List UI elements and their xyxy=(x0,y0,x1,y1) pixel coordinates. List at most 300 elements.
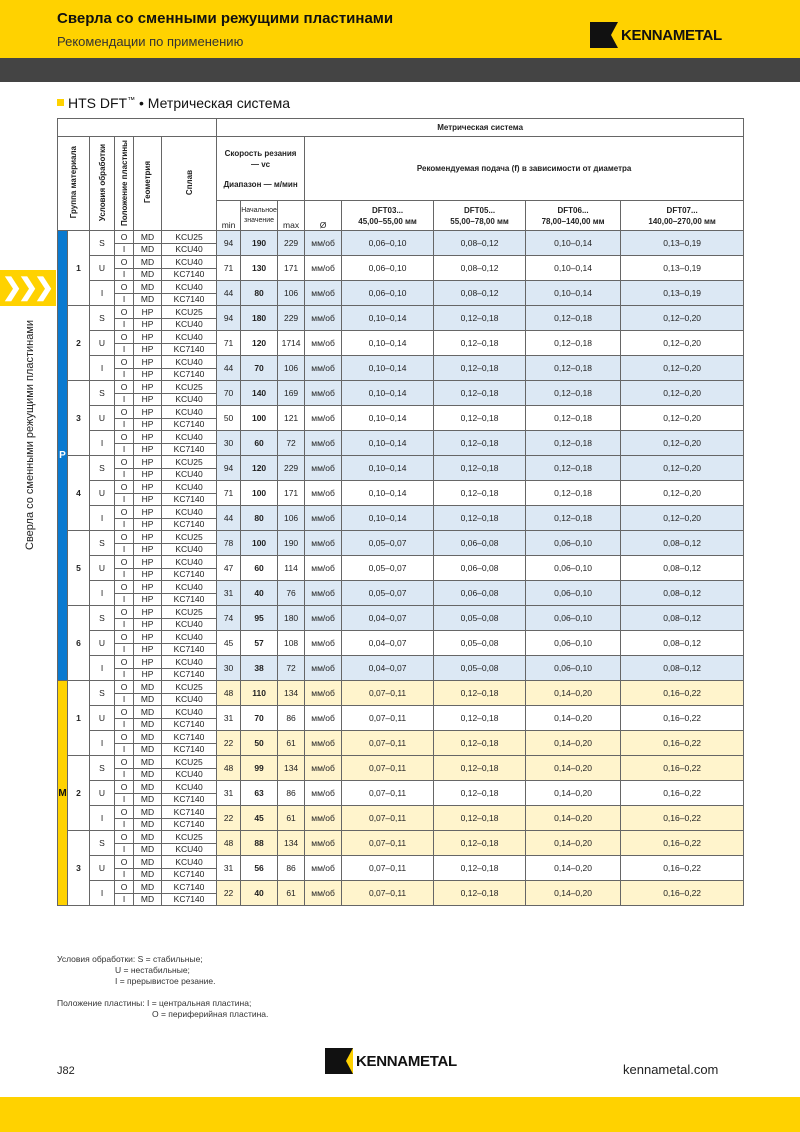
grade-cell: KC7140 xyxy=(162,593,217,606)
note-position-o: O = периферийная пластина. xyxy=(152,1009,269,1019)
grade-cell: KCU25 xyxy=(162,756,217,769)
table-row xyxy=(58,806,744,819)
table-row xyxy=(58,431,744,444)
position-cell: O xyxy=(115,556,134,569)
unit-cell: мм/об xyxy=(305,231,342,256)
note-position-i: Положение пластины: I = центральная пластина; xyxy=(57,998,252,1008)
table-row xyxy=(58,481,744,494)
position-cell: I xyxy=(115,393,134,406)
position-cell: O xyxy=(115,656,134,669)
dft07-header: DFT07... 140,00–270,00 мм xyxy=(621,201,744,231)
geometry-cell: HP xyxy=(134,543,162,556)
feed-cell: 0,14–0,20 xyxy=(526,856,621,881)
position-cell: O xyxy=(115,456,134,469)
condition-cell: S xyxy=(90,831,115,856)
grade-cell: KCU40 xyxy=(162,656,217,669)
feed-cell: 0,10–0,14 xyxy=(342,381,434,406)
footer-logo-text: KENNAMETAL xyxy=(356,1052,457,1070)
geometry-cell: HP xyxy=(134,618,162,631)
feed-cell: 0,12–0,18 xyxy=(434,406,526,431)
geometry-cell: MD xyxy=(134,881,162,894)
geometry-cell: MD xyxy=(134,243,162,256)
feed-cell: 0,07–0,11 xyxy=(342,781,434,806)
position-cell: O xyxy=(115,881,134,894)
table-row xyxy=(58,731,744,744)
condition-cell: U xyxy=(90,331,115,356)
position-cell: I xyxy=(115,443,134,456)
feed-cell: 0,06–0,08 xyxy=(434,556,526,581)
page-number: J82 xyxy=(57,1065,75,1077)
geometry-cell: MD xyxy=(134,256,162,269)
table-row xyxy=(58,331,744,344)
note-conditions-i: I = прерывистое резание. xyxy=(115,976,216,986)
feed-cell: 0,16–0,22 xyxy=(621,831,744,856)
unit-cell: мм/об xyxy=(305,281,342,306)
unit-cell: мм/об xyxy=(305,481,342,506)
geometry-cell: HP xyxy=(134,668,162,681)
speed-start-cell: 70 xyxy=(241,706,278,731)
geometry-cell: HP xyxy=(134,343,162,356)
feed-cell: 0,08–0,12 xyxy=(434,281,526,306)
position-cell: I xyxy=(115,593,134,606)
speed-min-cell: 30 xyxy=(217,431,241,456)
feed-cell: 0,06–0,10 xyxy=(526,631,621,656)
feed-cell: 0,13–0,19 xyxy=(621,256,744,281)
feed-cell: 0,08–0,12 xyxy=(434,231,526,256)
condition-cell: I xyxy=(90,656,115,681)
feed-cell: 0,14–0,20 xyxy=(526,806,621,831)
grade-cell: KC7140 xyxy=(162,668,217,681)
side-tab xyxy=(0,270,56,306)
geometry-cell: MD xyxy=(134,831,162,844)
geometry-cell: HP xyxy=(134,468,162,481)
speed-max-cell: 1714 xyxy=(278,331,305,356)
speed-start-cell: 60 xyxy=(241,431,278,456)
position-cell: I xyxy=(115,418,134,431)
section-title-prefix: HTS DFT xyxy=(68,95,128,111)
feed-cell: 0,04–0,07 xyxy=(342,656,434,681)
feed-cell: 0,12–0,18 xyxy=(434,806,526,831)
geometry-cell: HP xyxy=(134,431,162,444)
feed-cell: 0,12–0,20 xyxy=(621,356,744,381)
subgroup-cell: 2 xyxy=(68,306,90,381)
subgroup-cell: 5 xyxy=(68,531,90,606)
table-row xyxy=(58,256,744,269)
footer-site-link[interactable]: kennametal.com xyxy=(623,1062,719,1077)
speed-min-cell: 31 xyxy=(217,581,241,606)
feed-cell: 0,12–0,18 xyxy=(434,706,526,731)
table-row xyxy=(58,306,744,319)
feed-cell: 0,10–0,14 xyxy=(526,281,621,306)
speed-start-cell: 110 xyxy=(241,681,278,706)
geometry-cell: MD xyxy=(134,856,162,869)
subgroup-cell: 3 xyxy=(68,831,90,906)
feed-cell: 0,04–0,07 xyxy=(342,631,434,656)
range-label: Диапазон — м/мин xyxy=(223,179,298,189)
speed-max-cell: 76 xyxy=(278,581,305,606)
speed-min-cell: 45 xyxy=(217,631,241,656)
grade-cell: KC7140 xyxy=(162,268,217,281)
table-row xyxy=(58,531,744,544)
geometry-cell: MD xyxy=(134,681,162,694)
speed-start-cell: 120 xyxy=(241,331,278,356)
table-row xyxy=(58,781,744,794)
speed-min-cell: 74 xyxy=(217,606,241,631)
grade-cell: KCU40 xyxy=(162,768,217,781)
feed-cell: 0,05–0,07 xyxy=(342,556,434,581)
feed-cell: 0,16–0,22 xyxy=(621,681,744,706)
speed-start-cell: 190 xyxy=(241,231,278,256)
position-cell: O xyxy=(115,281,134,294)
feed-cell: 0,12–0,18 xyxy=(434,306,526,331)
diameter-header: Ø xyxy=(305,201,342,231)
position-cell: O xyxy=(115,581,134,594)
geometry-cell: HP xyxy=(134,456,162,469)
condition-cell: S xyxy=(90,756,115,781)
position-cell: O xyxy=(115,481,134,494)
unit-cell: мм/об xyxy=(305,681,342,706)
feed-cell: 0,08–0,12 xyxy=(621,581,744,606)
feed-cell: 0,16–0,22 xyxy=(621,881,744,906)
condition-cell: I xyxy=(90,881,115,906)
grade-cell: KC7140 xyxy=(162,806,217,819)
condition-cell: I xyxy=(90,281,115,306)
position-cell: I xyxy=(115,818,134,831)
grade-cell: KC7140 xyxy=(162,881,217,894)
feed-cell: 0,16–0,22 xyxy=(621,756,744,781)
position-cell: O xyxy=(115,606,134,619)
feed-cell: 0,16–0,22 xyxy=(621,856,744,881)
feed-cell: 0,08–0,12 xyxy=(621,631,744,656)
feed-cell: 0,10–0,14 xyxy=(342,331,434,356)
grade-cell: KCU25 xyxy=(162,231,217,244)
table-row xyxy=(58,856,744,869)
unit-cell: мм/об xyxy=(305,781,342,806)
grade-header: Сплав xyxy=(162,137,217,231)
grade-cell: KCU25 xyxy=(162,831,217,844)
position-cell: I xyxy=(115,768,134,781)
condition-cell: I xyxy=(90,356,115,381)
position-cell: I xyxy=(115,693,134,706)
feed-cell: 0,05–0,07 xyxy=(342,581,434,606)
geometry-header: Геометрия xyxy=(134,137,162,231)
feed-cell: 0,12–0,20 xyxy=(621,506,744,531)
speed-max-cell: 114 xyxy=(278,556,305,581)
speed-min-cell: 71 xyxy=(217,331,241,356)
feed-cell: 0,16–0,22 xyxy=(621,806,744,831)
position-cell: O xyxy=(115,506,134,519)
speed-min-cell: 71 xyxy=(217,256,241,281)
position-cell: I xyxy=(115,793,134,806)
yellow-square-icon xyxy=(57,99,64,106)
feed-cell: 0,12–0,18 xyxy=(526,431,621,456)
geometry-cell: MD xyxy=(134,793,162,806)
subgroup-cell: 4 xyxy=(68,456,90,531)
geometry-cell: MD xyxy=(134,706,162,719)
feed-cell: 0,08–0,12 xyxy=(621,656,744,681)
condition-cell: I xyxy=(90,431,115,456)
feed-cell: 0,12–0,18 xyxy=(434,731,526,756)
feed-cell: 0,16–0,22 xyxy=(621,706,744,731)
speed-start-cell: 40 xyxy=(241,581,278,606)
position-cell: O xyxy=(115,381,134,394)
condition-cell: U xyxy=(90,481,115,506)
grade-cell: KCU40 xyxy=(162,356,217,369)
unit-cell: мм/об xyxy=(305,506,342,531)
position-cell: I xyxy=(115,868,134,881)
speed-min-cell: 22 xyxy=(217,731,241,756)
geometry-cell: MD xyxy=(134,743,162,756)
dft03-header: DFT03... 45,00–55,00 мм xyxy=(342,201,434,231)
geometry-cell: HP xyxy=(134,493,162,506)
kennametal-logo xyxy=(590,22,722,48)
condition-cell: U xyxy=(90,556,115,581)
geometry-cell: MD xyxy=(134,818,162,831)
geometry-cell: HP xyxy=(134,331,162,344)
grade-cell: KC7140 xyxy=(162,818,217,831)
header-band xyxy=(0,58,800,82)
grade-cell: KC7140 xyxy=(162,743,217,756)
geometry-cell: HP xyxy=(134,631,162,644)
geometry-cell: MD xyxy=(134,718,162,731)
feed-cell: 0,12–0,18 xyxy=(434,481,526,506)
geometry-cell: HP xyxy=(134,418,162,431)
position-cell: I xyxy=(115,343,134,356)
grade-cell: KCU40 xyxy=(162,693,217,706)
position-cell: I xyxy=(115,893,134,906)
speed-start-cell: 95 xyxy=(241,606,278,631)
geometry-cell: HP xyxy=(134,393,162,406)
condition-cell: S xyxy=(90,681,115,706)
speed-max-cell: 86 xyxy=(278,856,305,881)
unit-cell: мм/об xyxy=(305,256,342,281)
speed-min-cell: 44 xyxy=(217,281,241,306)
geometry-cell: MD xyxy=(134,756,162,769)
trademark: ™ xyxy=(127,95,136,105)
feed-cell: 0,12–0,18 xyxy=(434,881,526,906)
table-row xyxy=(58,831,744,844)
max-header: max xyxy=(278,201,305,231)
speed-max-cell: 121 xyxy=(278,406,305,431)
conditions-header: Условия обработки xyxy=(90,137,115,231)
speed-min-cell: 44 xyxy=(217,356,241,381)
unit-cell: мм/об xyxy=(305,356,342,381)
grade-cell: KC7140 xyxy=(162,718,217,731)
speed-min-cell: 70 xyxy=(217,381,241,406)
subgroup-cell: 1 xyxy=(68,681,90,756)
speed-start-cell: 120 xyxy=(241,456,278,481)
speed-start-cell: 140 xyxy=(241,381,278,406)
geometry-cell: HP xyxy=(134,656,162,669)
position-cell: I xyxy=(115,518,134,531)
speed-start-cell: 50 xyxy=(241,731,278,756)
feed-cell: 0,12–0,18 xyxy=(526,381,621,406)
position-cell: I xyxy=(115,368,134,381)
position-cell: O xyxy=(115,306,134,319)
position-cell: O xyxy=(115,631,134,644)
feed-cell: 0,10–0,14 xyxy=(342,456,434,481)
dft05-header: DFT05... 55,00–78,00 мм xyxy=(434,201,526,231)
grade-cell: KCU40 xyxy=(162,481,217,494)
speed-max-cell: 72 xyxy=(278,431,305,456)
section-title-suffix: • Метрическая система xyxy=(135,95,290,111)
condition-cell: S xyxy=(90,231,115,256)
feed-cell: 0,12–0,18 xyxy=(434,356,526,381)
feed-cell: 0,06–0,10 xyxy=(342,256,434,281)
speed-max-cell: 72 xyxy=(278,656,305,681)
feed-cell: 0,12–0,18 xyxy=(434,681,526,706)
geometry-cell: MD xyxy=(134,806,162,819)
speed-max-cell: 108 xyxy=(278,631,305,656)
position-cell: I xyxy=(115,493,134,506)
unit-cell: мм/об xyxy=(305,731,342,756)
position-cell: O xyxy=(115,856,134,869)
speed-max-cell: 229 xyxy=(278,306,305,331)
feed-cell: 0,14–0,20 xyxy=(526,706,621,731)
geometry-cell: HP xyxy=(134,643,162,656)
grade-cell: KCU25 xyxy=(162,531,217,544)
feed-cell: 0,12–0,18 xyxy=(434,781,526,806)
feed-cell: 0,12–0,18 xyxy=(434,856,526,881)
grade-cell: KCU40 xyxy=(162,468,217,481)
feed-cell: 0,06–0,08 xyxy=(434,581,526,606)
grade-cell: KCU40 xyxy=(162,543,217,556)
speed-min-cell: 50 xyxy=(217,406,241,431)
speed-start-cell: 100 xyxy=(241,531,278,556)
feed-cell: 0,05–0,08 xyxy=(434,606,526,631)
speed-max-cell: 171 xyxy=(278,256,305,281)
condition-cell: U xyxy=(90,256,115,281)
speed-label: Скорость резания — vc xyxy=(224,148,297,169)
condition-cell: S xyxy=(90,531,115,556)
condition-cell: I xyxy=(90,731,115,756)
position-cell: O xyxy=(115,806,134,819)
position-cell: I xyxy=(115,718,134,731)
note-conditions-s: Условия обработки: S = стабильные; xyxy=(57,954,203,964)
geometry-cell: HP xyxy=(134,518,162,531)
feed-cell: 0,12–0,18 xyxy=(434,756,526,781)
notes xyxy=(57,954,268,1020)
grade-cell: KCU40 xyxy=(162,618,217,631)
position-cell: O xyxy=(115,256,134,269)
table-row xyxy=(58,231,744,244)
feed-cell: 0,10–0,14 xyxy=(342,506,434,531)
grade-cell: KCU40 xyxy=(162,281,217,294)
grade-cell: KC7140 xyxy=(162,868,217,881)
geometry-cell: MD xyxy=(134,281,162,294)
unit-cell: мм/об xyxy=(305,831,342,856)
grade-cell: KC7140 xyxy=(162,731,217,744)
position-cell: I xyxy=(115,568,134,581)
grade-cell: KCU40 xyxy=(162,318,217,331)
feed-cell: 0,06–0,10 xyxy=(342,231,434,256)
speed-min-cell: 31 xyxy=(217,856,241,881)
feed-cell: 0,12–0,18 xyxy=(526,406,621,431)
grade-cell: KC7140 xyxy=(162,343,217,356)
feed-cell: 0,10–0,14 xyxy=(526,231,621,256)
table-row xyxy=(58,681,744,694)
condition-cell: U xyxy=(90,406,115,431)
condition-cell: S xyxy=(90,606,115,631)
geometry-cell: HP xyxy=(134,531,162,544)
unit-cell: мм/об xyxy=(305,656,342,681)
speed-start-cell: 56 xyxy=(241,856,278,881)
table-row xyxy=(58,456,744,469)
table-row xyxy=(58,281,744,294)
speed-min-cell: 31 xyxy=(217,781,241,806)
feed-cell: 0,14–0,20 xyxy=(526,881,621,906)
unit-cell: мм/об xyxy=(305,706,342,731)
position-cell: O xyxy=(115,231,134,244)
speed-max-cell: 134 xyxy=(278,681,305,706)
speed-min-cell: 48 xyxy=(217,681,241,706)
feed-cell: 0,13–0,19 xyxy=(621,231,744,256)
unit-cell: мм/об xyxy=(305,581,342,606)
feed-cell: 0,12–0,18 xyxy=(434,506,526,531)
footer-band xyxy=(0,1097,800,1132)
speed-max-cell: 61 xyxy=(278,806,305,831)
speed-min-cell: 94 xyxy=(217,231,241,256)
feed-header: Рекомендуемая подача (f) в зависимости от диаметра xyxy=(305,137,744,201)
caption: Метрическая система xyxy=(217,119,744,137)
feed-cell: 0,07–0,11 xyxy=(342,706,434,731)
speed-header xyxy=(217,137,305,201)
table-row xyxy=(58,406,744,419)
table-row xyxy=(58,631,744,644)
position-cell: O xyxy=(115,731,134,744)
grade-cell: KC7140 xyxy=(162,443,217,456)
speed-max-cell: 106 xyxy=(278,506,305,531)
position-cell: O xyxy=(115,431,134,444)
geometry-cell: MD xyxy=(134,868,162,881)
feed-cell: 0,14–0,20 xyxy=(526,781,621,806)
feed-cell: 0,07–0,11 xyxy=(342,831,434,856)
position-cell: I xyxy=(115,468,134,481)
geometry-cell: HP xyxy=(134,593,162,606)
feed-cell: 0,12–0,18 xyxy=(434,831,526,856)
speed-min-cell: 94 xyxy=(217,306,241,331)
note-conditions-u: U = нестабильные; xyxy=(115,965,190,975)
feed-cell: 0,12–0,20 xyxy=(621,381,744,406)
feed-cell: 0,08–0,12 xyxy=(621,556,744,581)
unit-cell: мм/об xyxy=(305,381,342,406)
feed-cell: 0,16–0,22 xyxy=(621,781,744,806)
kennametal-k-icon xyxy=(325,1048,353,1074)
feed-cell: 0,06–0,08 xyxy=(434,531,526,556)
feed-cell: 0,06–0,10 xyxy=(526,531,621,556)
unit-cell: мм/об xyxy=(305,631,342,656)
subgroup-cell: 2 xyxy=(68,756,90,831)
unit-cell: мм/об xyxy=(305,806,342,831)
speed-min-cell: 78 xyxy=(217,531,241,556)
geometry-cell: HP xyxy=(134,368,162,381)
speed-max-cell: 229 xyxy=(278,456,305,481)
speed-min-cell: 30 xyxy=(217,656,241,681)
feed-cell: 0,07–0,11 xyxy=(342,856,434,881)
geometry-cell: HP xyxy=(134,581,162,594)
geometry-cell: MD xyxy=(134,268,162,281)
table-row xyxy=(58,356,744,369)
footer-kennametal-logo xyxy=(325,1048,457,1074)
feed-cell: 0,13–0,19 xyxy=(621,281,744,306)
feed-cell: 0,06–0,10 xyxy=(526,581,621,606)
section-title xyxy=(57,95,290,111)
feed-cell: 0,12–0,18 xyxy=(434,431,526,456)
feed-cell: 0,10–0,14 xyxy=(342,306,434,331)
position-cell: I xyxy=(115,743,134,756)
table-row xyxy=(58,581,744,594)
grade-cell: KC7140 xyxy=(162,493,217,506)
